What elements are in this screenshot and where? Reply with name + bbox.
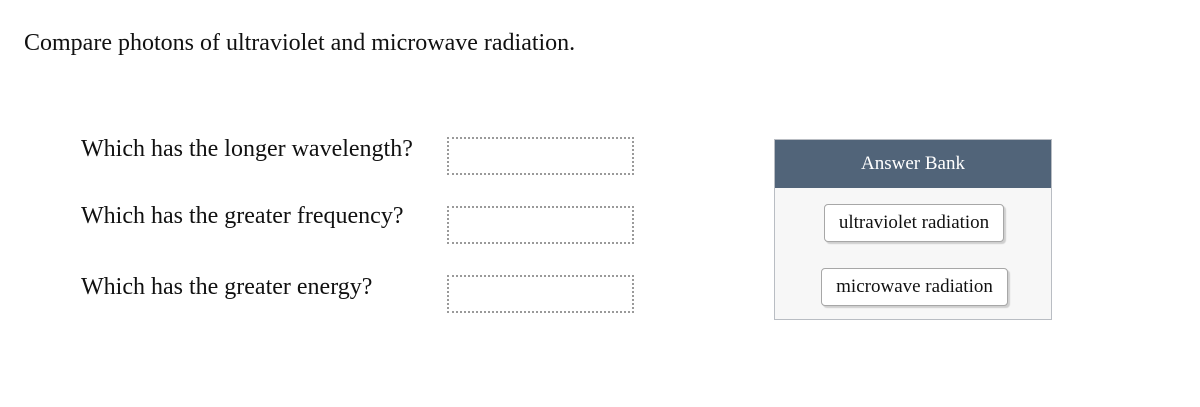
answer-bank — [774, 139, 1052, 320]
question-wavelength-label: Which has the longer wavelength? — [81, 136, 413, 162]
answer-dropzone-wavelength[interactable] — [447, 137, 634, 175]
answer-chip-microwave[interactable]: microwave radiation — [821, 268, 1008, 306]
question-frequency-label: Which has the greater frequency? — [81, 203, 404, 229]
question-prompt: Compare photons of ultraviolet and microwave radiation. — [24, 30, 576, 56]
answer-chip-ultraviolet[interactable]: ultraviolet radiation — [824, 204, 1004, 242]
answer-dropzone-energy[interactable] — [447, 275, 634, 313]
answer-bank-title: Answer Bank — [775, 140, 1051, 188]
answer-dropzone-frequency[interactable] — [447, 206, 634, 244]
question-energy-label: Which has the greater energy? — [81, 274, 373, 300]
